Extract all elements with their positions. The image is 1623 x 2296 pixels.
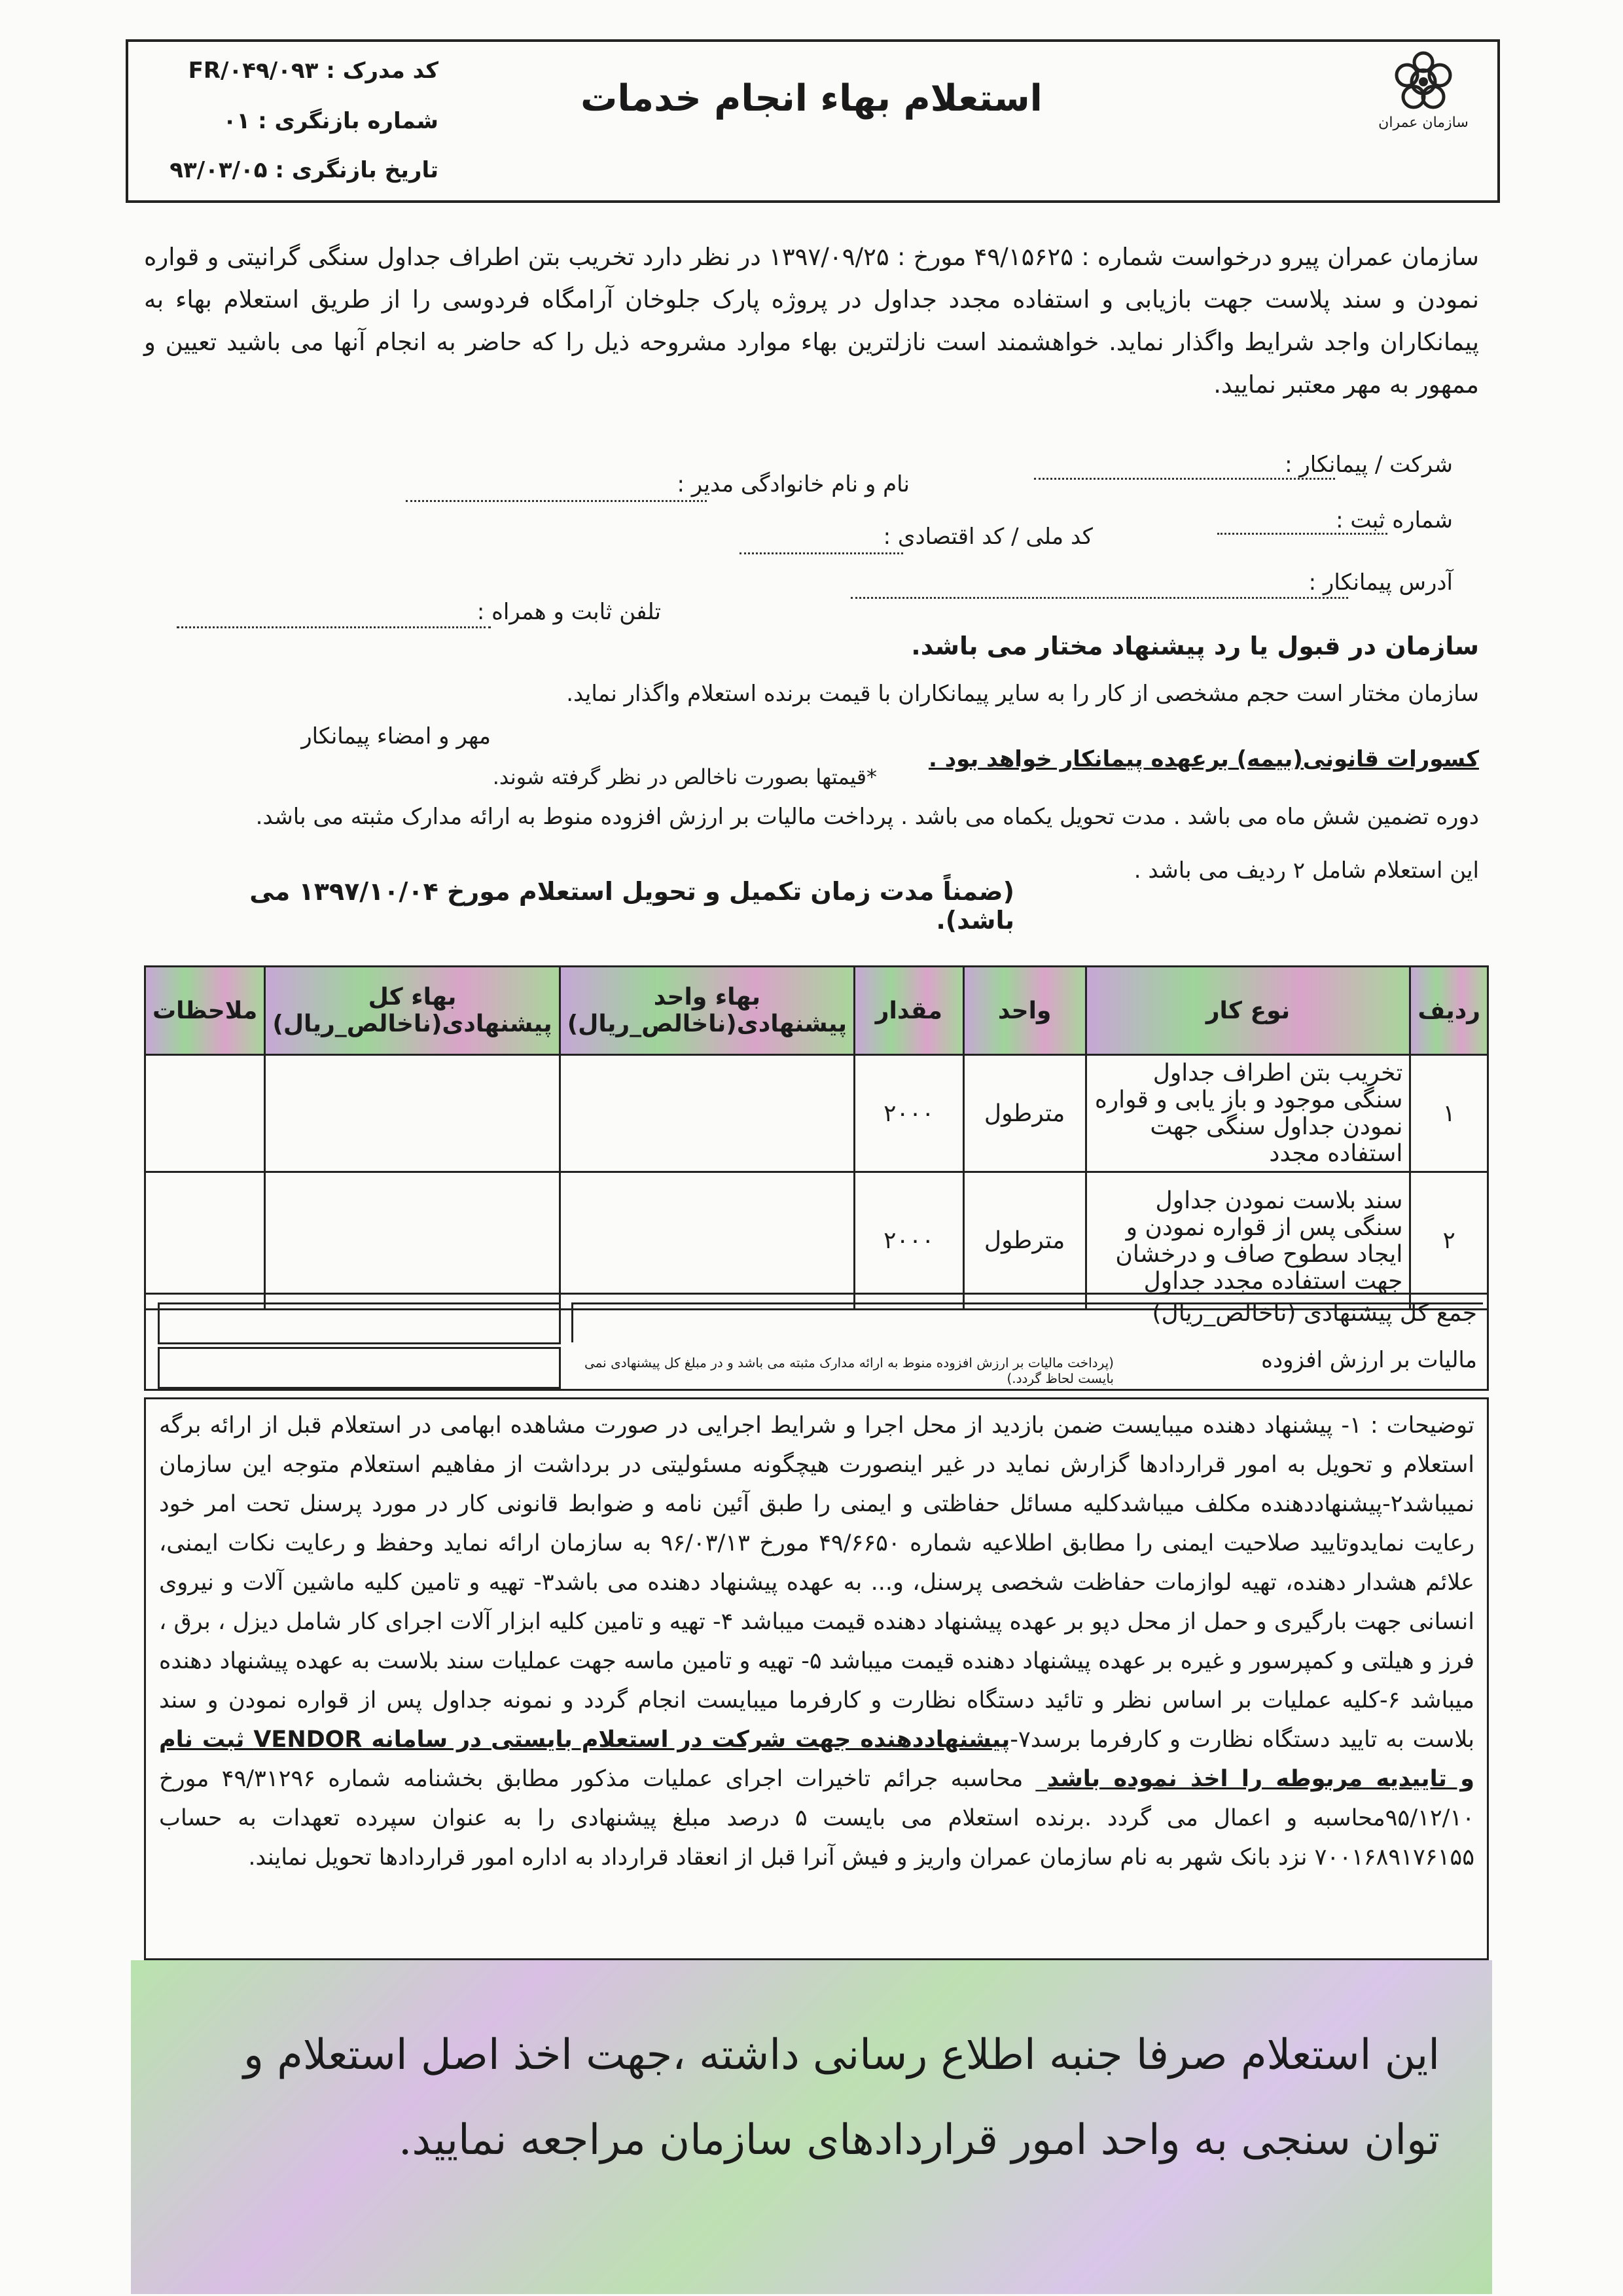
notes-text — [159, 1406, 1474, 1877]
reg-number-field[interactable] — [1217, 531, 1387, 535]
unit-price-cell[interactable] — [560, 1172, 854, 1310]
address-label: آدرس پیمانکار : — [1308, 569, 1453, 596]
col-quantity: مقدار — [855, 967, 964, 1055]
revision-date: تاریخ بازنگری : ۹۳/۰۳/۰۵ — [169, 157, 438, 183]
organization-logo-icon — [1368, 46, 1479, 151]
phone-field[interactable] — [177, 625, 491, 628]
col-remarks: ملاحظات — [145, 967, 265, 1055]
company-field[interactable] — [1034, 476, 1335, 480]
vendor-registration-note: پیشنهاددهنده جهت شرکت در استعلام بایستی در سامانه VENDOR ثبت نام و تاییدیه مربوطه را اخذ نموده باشد — [159, 1727, 1475, 1792]
revision-number: شماره بازنگری : ۰۱ — [223, 108, 438, 134]
manager-label: نام و نام خانوادگی مدیر : — [677, 471, 910, 497]
table-row — [145, 1172, 1488, 1310]
notes-box — [144, 1397, 1489, 1960]
address-field[interactable] — [851, 596, 1348, 599]
total-price-cell[interactable] — [265, 1172, 560, 1310]
totals-box — [144, 1293, 1489, 1391]
phone-label: تلفن ثابت و همراه : — [476, 599, 661, 625]
accept-reject-note: سازمان در قبول یا رد پیشنهاد مختار می باشد. — [911, 632, 1479, 660]
quantity-cell: ۲۰۰۰ — [855, 1055, 964, 1172]
legal-deductions-note: کسورات قانونی(بیمه) برعهده پیمانکار خواهد بود . — [928, 746, 1479, 772]
col-work-type: نوع کار — [1086, 967, 1410, 1055]
col-unit: واحد — [963, 967, 1086, 1055]
notes-body: توضیحات : ۱- پیشنهاد دهنده میبایست ضمن بازدید از محل اجرا و شرایط اجرایی در صورت مشاهده ابهامی در استعلام قبل از ارائه برگه استعلام و تحویل به امور قراردادها گزارش نماید در غیر اینصورت هیچگونه مسئولیتی در برداشت از مفاهیم استعلام متوجه این سازمان نمیباشد۲-پیشنهاددهنده مکلف میباشدکلیه مسائل حفاظتی و ایمنی را طبق آئین نامه و ضوابط قانونی کار در مورد پرسنل تحت امر خود رعایت نمایدوتایید صلاحیت ایمنی را مطابق اطلاعیه شماره ۴۹/۶۶۵۰ مورخ ۹۶/۰۳/۱۳ به سازمان ارائه نماید وحفظ و رعایت نکات ایمنی، علائم هشدار دهنده، تهیه لوازمات حفاظت شخصی پرسنل، و... به عهده پیشنهاد دهنده می باشد۳- تهیه و تامین کلیه ماشین آلات و نیروی انسانی جهت بارگیری و حمل از محل دپو بر عهده پیشنهاد دهنده قیمت میباشد ۴- تهیه و تامین کلیه ابزار آلات اجرای کار شامل دیزل ، برق ، فرز و هیلتی و کمپرسور و غیره بر عهده پیشنهاد دهنده قیمت میباشد ۵- تهیه و تامین ماسه جهت عملیات سند بلاست به عهده پیشنهاد دهنده میباشد ۶-کلیه عملیات بر اساس نظر و تائید دستگاه نظارت و کارفرما میبایست انجام گردد و نمونه جداول پس از قواره نمودن و سند بلاست به تایید دستگاه نظارت و کارفرما برسد۷- — [159, 1412, 1475, 1753]
contractor-stamp-label: مهر و امضاء پیمانکار — [301, 723, 491, 749]
total-sum-field[interactable] — [158, 1302, 561, 1344]
logo-caption: سازمان عمران — [1378, 115, 1469, 131]
table-header-row — [145, 967, 1488, 1055]
net-prices-note: *قیمتها بصورت ناخالص در نظر گرفته شوند. — [492, 764, 877, 789]
company-label: شرکت / پیمانکار : — [1285, 452, 1453, 478]
footer-banner — [131, 1960, 1492, 2294]
warranty-delivery-note: دوره تضمین شش ماه می باشد . مدت تحویل یکماه می باشد . پرداخت مالیات بر ارزش افزوده منوط به ارائه مدارک مثبته می باشد. — [255, 804, 1479, 830]
national-id-label: کد ملی / کد اقتصادی : — [883, 524, 1093, 550]
table-row — [145, 1055, 1488, 1172]
document-title: استعلام بهاء انجام خدمات — [580, 77, 1043, 120]
reg-number-label: شماره ثبت : — [1336, 507, 1453, 533]
rows-count-note: این استعلام شامل ۲ ردیف می باشد . — [1133, 857, 1479, 884]
col-row-no: ردیف — [1410, 967, 1488, 1055]
deadline-note: (ضمناً مدت زمان تکمیل و تحویل استعلام مورخ ۱۳۹۷/۱۰/۰۴ می باشد). — [249, 877, 1014, 935]
col-unit-price: بهاء واحد پیشنهادی(ناخالص_ریال) — [560, 967, 854, 1055]
unit-cell: مترطول — [963, 1172, 1086, 1310]
notes-tail: _ محاسبه جرائم تاخیرات اجرای عملیات مذکور مطابق بخشنامه شماره ۴۹/۳۱۲۹۶ مورخ ۹۵/۱۲/۱۰محاسبه و اعمال می گردد .برنده استعلام می بایست ۵ درصد مبلغ پیشنهادی را به عنوان سپرده تعهدات به حساب ۷۰۰۱۶۸۹۱۷۶۱۵۵ نزد بانک شهر به نام سازمان عمران واریز و فیش آنرا قبل از انعقاد قرارداد به اداره امور قراردادها تحویل نمایند. — [159, 1766, 1475, 1871]
footer-notice: این استعلام صرفا جنبه اطلاع رسانی داشته ،جهت اخذ اصل استعلام و توان سنجی به واحد امور قراردادهای سازمان مراجعه نمایید. — [243, 2031, 1440, 2164]
manager-field[interactable] — [406, 499, 707, 502]
vat-note: (پرداخت مالیات بر ارزش افزوده منوط به ارائه مدارک مثبته می باشد و در مبلغ کل پیشنهادی نمی بایست لحاظ گردد.) — [584, 1355, 1114, 1386]
vat-label: مالیات بر ارزش افزوده — [1261, 1347, 1477, 1373]
row-number: ۱ — [1410, 1055, 1488, 1172]
total-sum-label: جمع کل پیشنهادی (ناخالص_ریال) — [1152, 1300, 1477, 1327]
national-id-field[interactable] — [740, 551, 903, 554]
items-table — [144, 965, 1489, 1310]
unit-cell: مترطول — [963, 1055, 1086, 1172]
work-description: تخریب بتن اطراف جداول سنگی موجود و باز یابی و قواره نمودن جداول سنگی جهت استفاده مجدد — [1086, 1055, 1410, 1172]
remarks-cell[interactable] — [145, 1172, 265, 1310]
total-sum-line — [571, 1302, 1483, 1342]
work-description: سند بلاست نمودن جداول سنگی پس از قواره نمودن و ایجاد سطوح صاف و درخشان جهت استفاده مجدد جداول — [1086, 1172, 1410, 1310]
doc-code: کد مدرک : FR/۰۴۹/۰۹۳ — [188, 58, 438, 84]
unit-price-cell[interactable] — [560, 1055, 854, 1172]
vat-field[interactable] — [158, 1347, 561, 1389]
row-number: ۲ — [1410, 1172, 1488, 1310]
total-price-cell[interactable] — [265, 1055, 560, 1172]
remarks-cell[interactable] — [145, 1055, 265, 1172]
quantity-cell: ۲۰۰۰ — [855, 1172, 964, 1310]
volume-note: سازمان مختار است حجم مشخصی از کار را به سایر پیمانکاران با قیمت برنده استعلام واگذار نماید. — [566, 681, 1479, 707]
col-total-price: بهاء کل پیشنهادی(ناخالص_ریال) — [265, 967, 560, 1055]
intro-paragraph: سازمان عمران پیرو درخواست شماره : ۴۹/۱۵۶۲۵ مورخ : ۱۳۹۷/۰۹/۲۵ در نظر دارد تخریب بتن اطراف جداول سنگی گرانیتی و قواره نمودن و سند پلاست جهت بازیابی و استفاده مجدد جداول در پروژه پارک جلوخان آرامگاه فردوسی را از طریق استعلام بهاء به پیمانکاران واجد شرایط واگذار نماید. خواهشمند است نازلترین بهاء موارد مشروحه ذیل را که حاضر به انجام آنها می باشید تعیین و ممهور به مهر معتبر نمایید. — [144, 243, 1479, 399]
